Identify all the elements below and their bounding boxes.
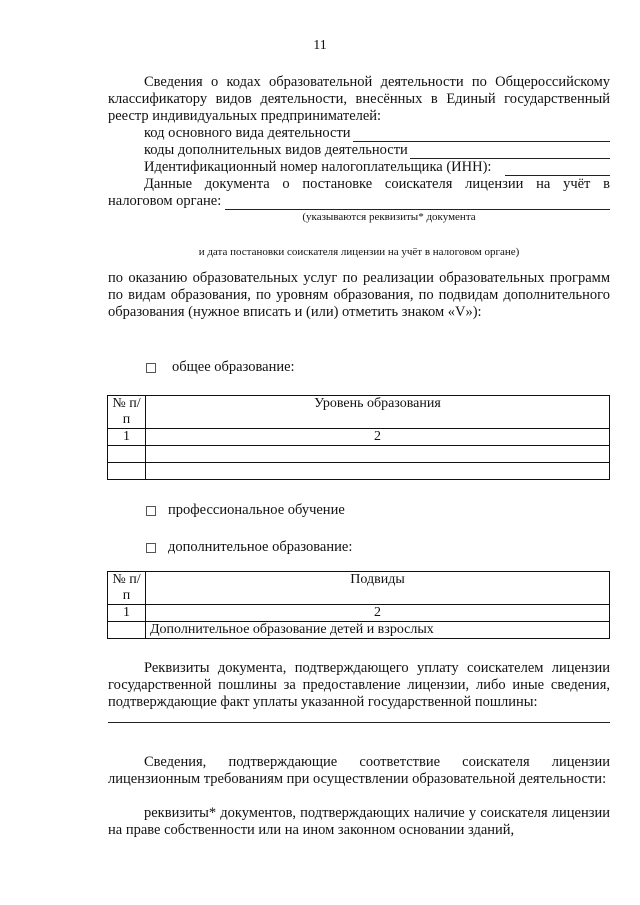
professional-training-option[interactable]: [146, 502, 345, 519]
additional-education-checkbox[interactable]: [146, 543, 156, 553]
table-row[interactable]: [108, 463, 610, 480]
table-index-row: [108, 605, 610, 622]
table-cell[interactable]: [146, 463, 610, 480]
table-row[interactable]: [108, 622, 610, 639]
general-education-option[interactable]: [146, 359, 295, 376]
table-cell[interactable]: Дополнительное образование детей и взрослых: [146, 622, 610, 639]
inn-label: Идентификационный номер налогоплательщика (ИНН):: [144, 159, 492, 175]
main-code-line[interactable]: [353, 129, 610, 142]
tax-doc-line1: Данные документа о постановке соискателя лицензии на учёт в: [144, 176, 610, 192]
inn-field[interactable]: [108, 159, 610, 176]
page-number: 11: [313, 38, 327, 53]
general-education-label: общее образование:: [172, 359, 295, 375]
tax-doc-field[interactable]: [108, 193, 610, 210]
table-row[interactable]: [108, 446, 610, 463]
fee-paragraph: Реквизиты документа, подтверждающего уплату соискателем лицензии государственной пошлины за предоставление лицензии, либо иные сведения, подтверждающие факт уплаты указанной государственной пошлины:: [108, 660, 610, 710]
tax-doc-label: налоговом органе:: [108, 193, 222, 209]
table-header-row: [108, 572, 610, 605]
table-cell[interactable]: [146, 446, 610, 463]
additional-education-label: дополнительное образование:: [168, 539, 353, 555]
general-education-table: [107, 395, 610, 480]
additional-education-table: [107, 571, 610, 639]
index-cell: 1: [108, 605, 146, 622]
table-cell[interactable]: [108, 622, 146, 639]
main-code-field[interactable]: [108, 125, 610, 142]
header-title: Уровень образования: [146, 396, 610, 429]
extra-codes-label: коды дополнительных видов деятельности: [144, 142, 408, 158]
ogrn-intro-paragraph: Сведения о кодах образовательной деятельности по Общероссийскому классификатору видов деятельности, внесённых в Единый государственный реестр индивидуальных предпринимателей:: [108, 74, 610, 124]
general-education-checkbox[interactable]: [146, 363, 156, 373]
main-code-label: код основного вида деятельности: [144, 125, 351, 141]
index-cell: 2: [146, 429, 610, 446]
index-cell: 1: [108, 429, 146, 446]
tax-doc-note2: и дата постановки соискателя лицензии на учёт в налоговом органе): [198, 246, 520, 258]
header-title: Подвиды: [146, 572, 610, 605]
table-header-row: [108, 396, 610, 429]
compliance-paragraph: Сведения, подтверждающие соответствие соискателя лицензии лицензионным требованиям при осуществлении образовательной деятельности:: [108, 754, 610, 787]
inn-line[interactable]: [505, 163, 610, 176]
services-paragraph: по оказанию образовательных услуг по реализации образовательных программ по видам образования, по уровням образования, по подвидам дополнительного образования (нужное вписать и (или) отметить знаком «V»):: [108, 270, 610, 320]
extra-codes-line[interactable]: [410, 146, 610, 159]
extra-codes-field[interactable]: [108, 142, 610, 159]
tax-doc-line[interactable]: [225, 197, 610, 210]
header-num: № п/п: [108, 396, 146, 429]
professional-training-checkbox[interactable]: [146, 506, 156, 516]
table-index-row: [108, 429, 610, 446]
professional-training-label: профессиональное обучение: [168, 502, 345, 518]
requisites-paragraph: реквизиты* документов, подтверждающих наличие у соискателя лицензии на праве собственности или на ином законном основании зданий,: [108, 805, 610, 838]
header-num: № п/п: [108, 572, 146, 605]
table-cell[interactable]: [108, 463, 146, 480]
table-cell[interactable]: [108, 446, 146, 463]
tax-doc-note1: (указываются реквизиты* документа: [302, 211, 476, 223]
fee-fill-line[interactable]: [108, 722, 610, 723]
index-cell: 2: [146, 605, 610, 622]
additional-education-option[interactable]: [146, 539, 352, 556]
